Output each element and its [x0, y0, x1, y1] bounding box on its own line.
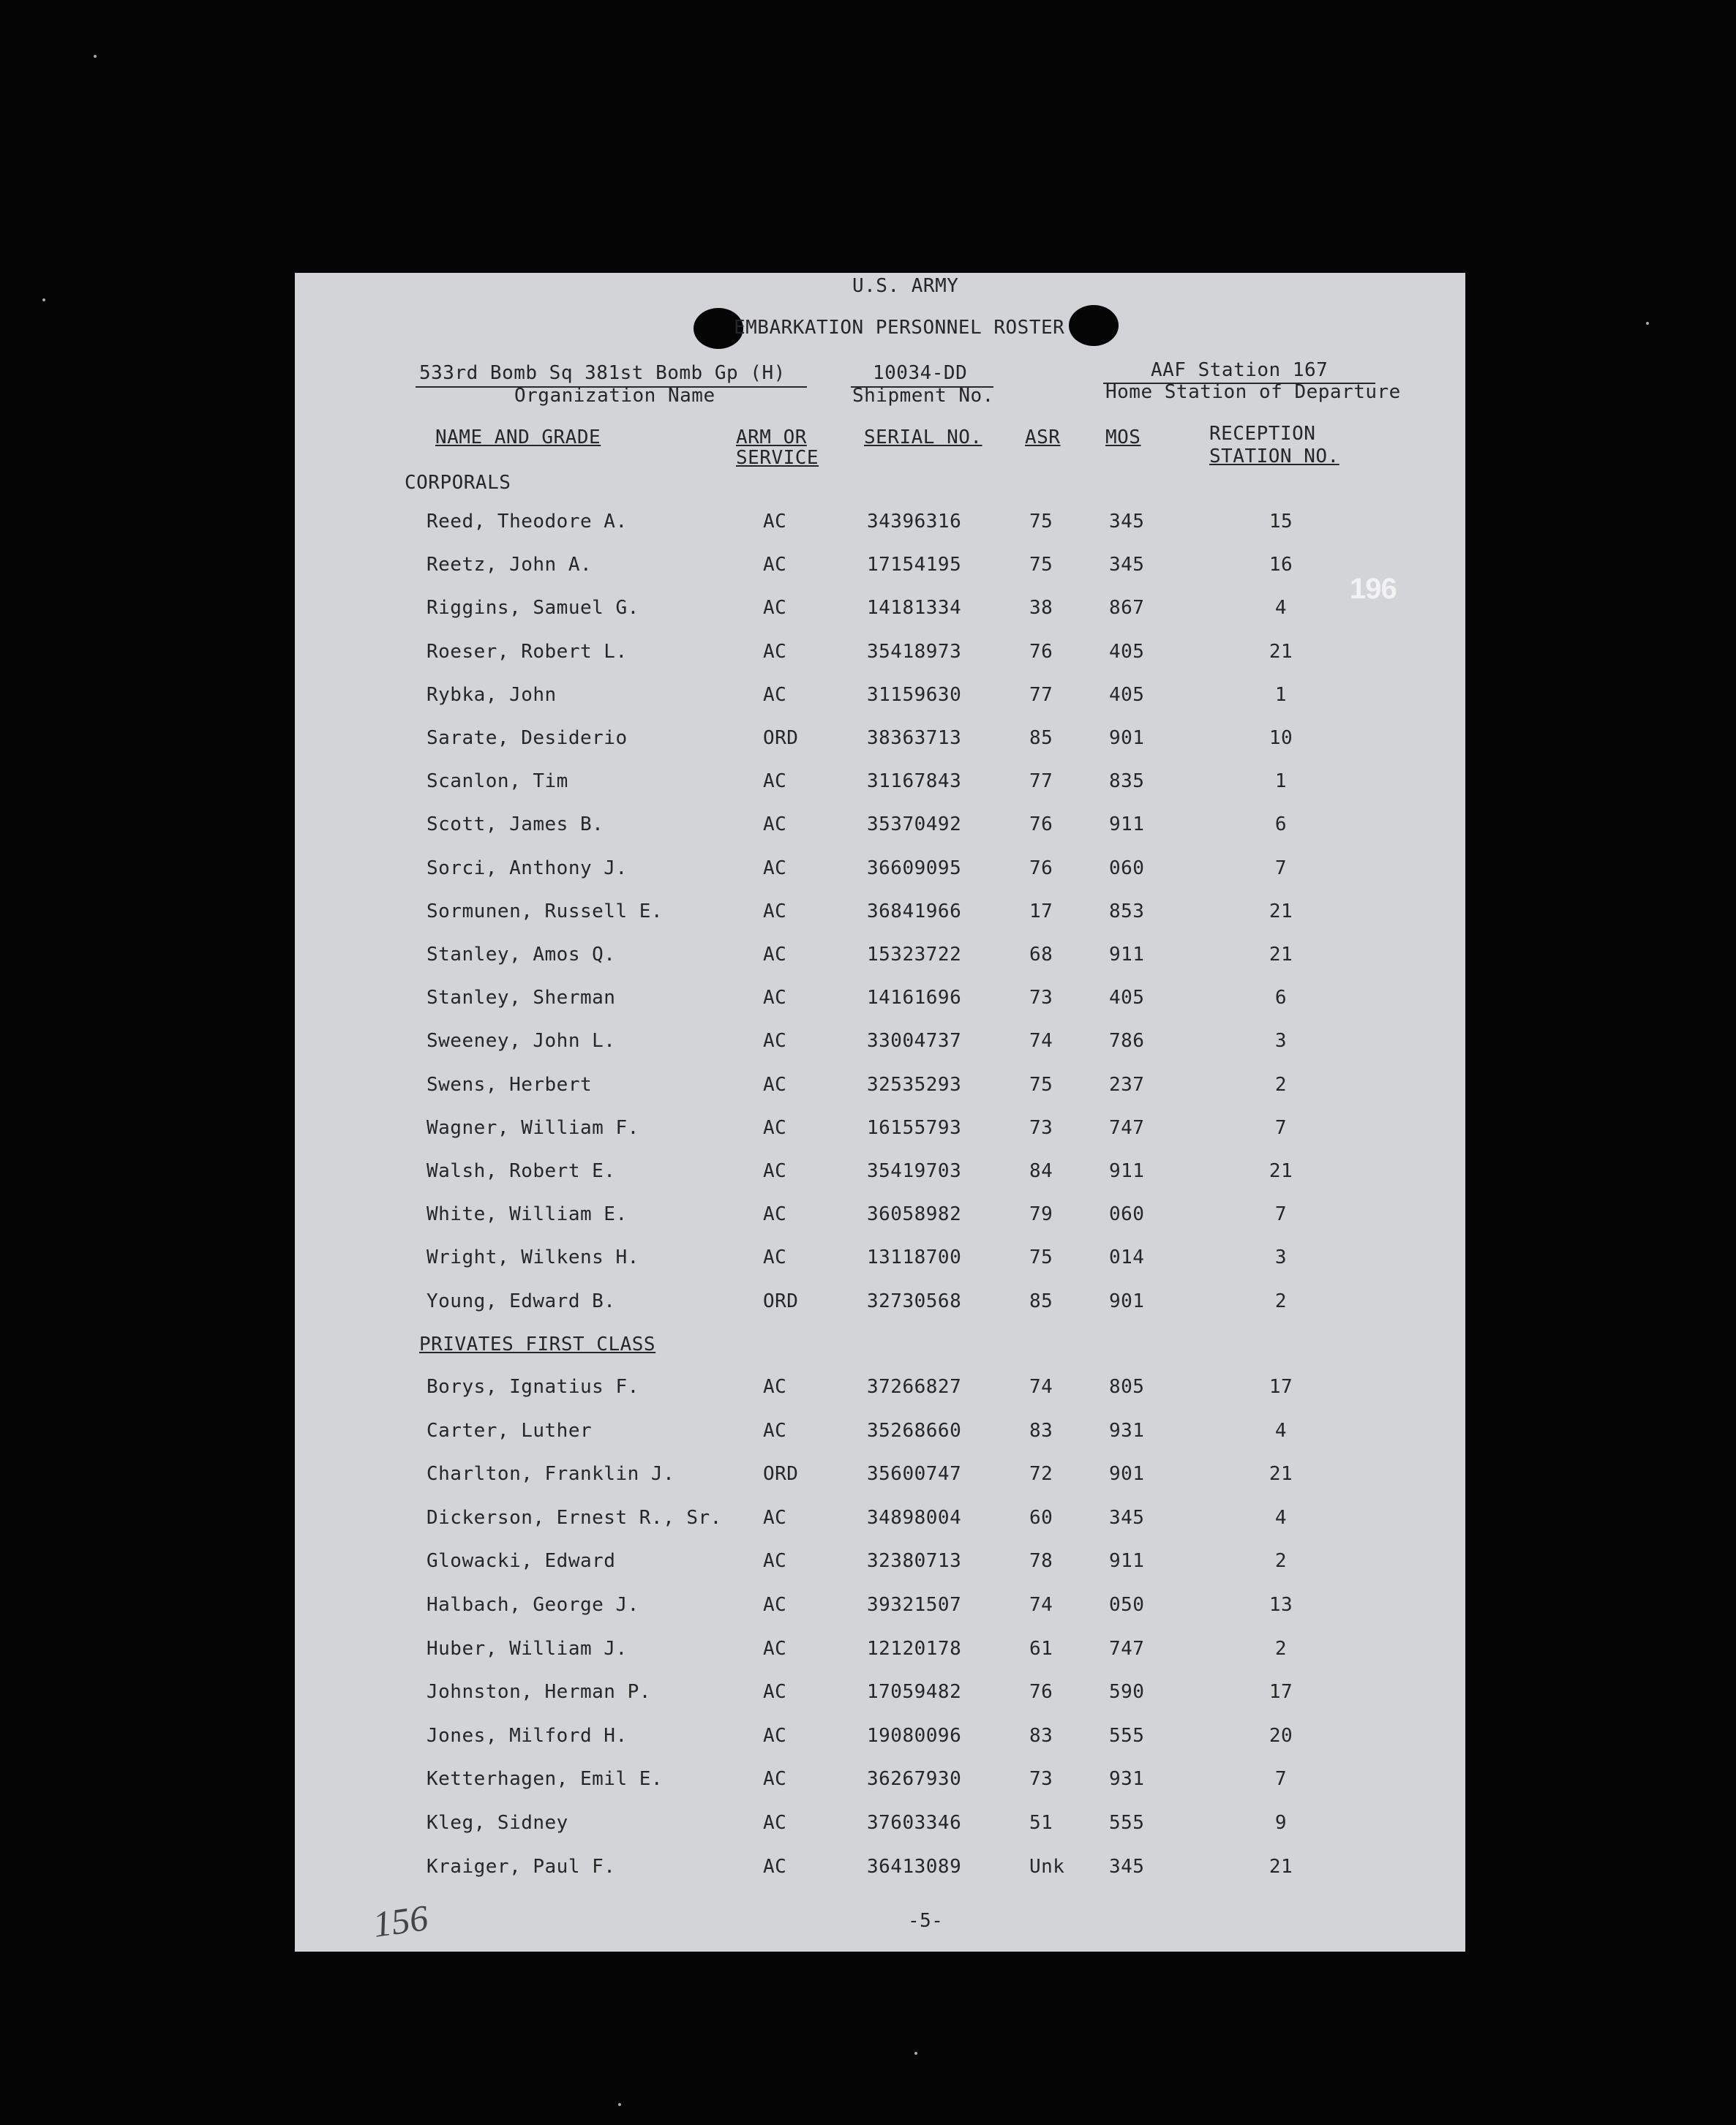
roster-row [295, 727, 1465, 756]
column-header-service: SERVICE [736, 447, 819, 469]
roster-row [295, 641, 1465, 670]
reception-station: 15 [1269, 511, 1293, 533]
serial-number: 32380713 [867, 1550, 962, 1573]
arm-or-service: AC [763, 1637, 787, 1660]
reception-station: 21 [1269, 1463, 1293, 1486]
reception-station: 7 [1274, 1203, 1288, 1226]
mos-code: 405 [1109, 640, 1145, 663]
asr-score: 75 [1029, 1073, 1053, 1096]
person-name: Wagner, William F. [427, 1116, 639, 1139]
roster-row [295, 1376, 1465, 1405]
mos-code: 345 [1109, 554, 1145, 576]
roster-row [295, 1290, 1465, 1320]
serial-number: 34396316 [867, 511, 962, 533]
person-name: Scanlon, Tim [427, 770, 568, 793]
asr-score: 73 [1029, 1768, 1053, 1791]
serial-number: 37603346 [867, 1812, 962, 1834]
arm-or-service: AC [763, 511, 787, 533]
serial-number: 37266827 [867, 1376, 962, 1398]
person-name: Sormunen, Russell E. [427, 900, 664, 922]
person-name: Borys, Ignatius F. [427, 1376, 639, 1398]
column-header-asr: ASR [1025, 426, 1061, 448]
serial-number: 35370492 [867, 813, 962, 836]
person-name: Jones, Milford H. [427, 1724, 628, 1747]
station-caption: Home Station of Departure [1105, 381, 1401, 403]
asr-score: 78 [1029, 1550, 1053, 1573]
film-speck [42, 298, 45, 301]
person-name: Kleg, Sidney [427, 1812, 568, 1834]
roster-row [295, 684, 1465, 713]
person-name: Sweeney, John L. [427, 1030, 616, 1053]
mos-code: 931 [1109, 1419, 1145, 1442]
mos-code: 911 [1109, 813, 1145, 836]
mos-code: 901 [1109, 727, 1145, 749]
serial-number: 35268660 [867, 1419, 962, 1442]
person-name: Charlton, Franklin J. [427, 1463, 675, 1486]
handwritten-number: 156 [370, 1897, 431, 1945]
asr-score: 72 [1029, 1463, 1053, 1486]
serial-number: 32730568 [867, 1290, 962, 1312]
person-name: Dickerson, Ernest R., Sr. [427, 1506, 722, 1529]
arm-or-service: AC [763, 1419, 787, 1442]
roster-row [295, 511, 1465, 540]
asr-score: 74 [1029, 1030, 1053, 1053]
reception-station: 1 [1274, 770, 1288, 793]
mos-code: 060 [1109, 1203, 1145, 1226]
reception-station: 13 [1269, 1594, 1293, 1616]
roster-row [295, 813, 1465, 843]
arm-or-service: AC [763, 857, 787, 879]
mos-code: 405 [1109, 683, 1145, 706]
serial-number: 36841966 [867, 900, 962, 922]
mos-code: 060 [1109, 857, 1145, 879]
roster-row [295, 1812, 1465, 1841]
organization-name: 533rd Bomb Sq 381st Bomb Gp (H) [419, 362, 786, 384]
roster-sheet [295, 273, 1465, 1952]
organization-caption: Organization Name [514, 385, 715, 407]
arm-or-service: AC [763, 1812, 787, 1834]
roster-row [295, 1550, 1465, 1579]
arm-or-service: AC [763, 554, 787, 576]
mos-code: 867 [1109, 597, 1145, 620]
reception-station: 6 [1274, 987, 1288, 1009]
person-name: Stanley, Sherman [427, 987, 616, 1009]
roster-row [295, 1160, 1465, 1189]
serial-number: 34898004 [867, 1506, 962, 1529]
serial-number: 31167843 [867, 770, 962, 793]
reception-station: 4 [1274, 597, 1288, 620]
serial-number: 17059482 [867, 1681, 962, 1704]
asr-score: 61 [1029, 1637, 1053, 1660]
mos-code: 805 [1109, 1376, 1145, 1398]
reception-station: 10 [1269, 727, 1293, 749]
person-name: Sorci, Anthony J. [427, 857, 628, 879]
column-header-name: NAME AND GRADE [435, 426, 601, 448]
person-name: Reed, Theodore A. [427, 511, 628, 533]
person-name: Stanley, Amos Q. [427, 944, 616, 966]
roster-row [295, 1117, 1465, 1146]
asr-score: 79 [1029, 1203, 1053, 1226]
asr-score: 75 [1029, 1246, 1053, 1269]
serial-number: 35419703 [867, 1160, 962, 1182]
reception-station: 21 [1269, 640, 1293, 663]
person-name: Glowacki, Edward [427, 1550, 616, 1573]
serial-number: 33004737 [867, 1030, 962, 1053]
arm-or-service: AC [763, 1550, 787, 1573]
asr-score: 74 [1029, 1594, 1053, 1616]
mos-code: 931 [1109, 1768, 1145, 1791]
column-header-mos: MOS [1105, 426, 1141, 448]
asr-score: 85 [1029, 1290, 1053, 1312]
arm-or-service: AC [763, 1724, 787, 1747]
reception-station: 4 [1274, 1419, 1288, 1442]
asr-score: 68 [1029, 944, 1053, 966]
arm-or-service: AC [763, 900, 787, 922]
film-speck [1646, 322, 1649, 325]
serial-number: 12120178 [867, 1637, 962, 1660]
person-name: Johnston, Herman P. [427, 1681, 651, 1704]
arm-or-service: AC [763, 1855, 787, 1878]
reception-station: 1 [1274, 683, 1288, 706]
arm-or-service: AC [763, 1203, 787, 1226]
roster-row [295, 857, 1465, 887]
station-name: AAF Station 167 [1151, 359, 1329, 381]
arm-or-service: AC [763, 1073, 787, 1096]
mos-code: 237 [1109, 1073, 1145, 1096]
arm-or-service: AC [763, 1160, 787, 1182]
asr-score: 38 [1029, 597, 1053, 620]
film-speck [618, 2103, 621, 2106]
arm-or-service: AC [763, 1376, 787, 1398]
mos-code: 786 [1109, 1030, 1145, 1053]
asr-score: 85 [1029, 727, 1053, 749]
serial-number: 15323722 [867, 944, 962, 966]
serial-number: 19080096 [867, 1724, 962, 1747]
punch-hole-right [1069, 305, 1119, 346]
film-speck [914, 2052, 917, 2055]
roster-row [295, 1594, 1465, 1623]
person-name: Wright, Wilkens H. [427, 1246, 639, 1269]
stamped-sheet-number: 196 [1350, 573, 1397, 605]
arm-or-service: AC [763, 944, 787, 966]
arm-or-service: AC [763, 1030, 787, 1053]
serial-number: 16155793 [867, 1116, 962, 1139]
roster-row [295, 1203, 1465, 1233]
asr-score: 74 [1029, 1376, 1053, 1398]
asr-score: 76 [1029, 1681, 1053, 1704]
arm-or-service: AC [763, 597, 787, 620]
reception-station: 21 [1269, 1160, 1293, 1182]
reception-station: 7 [1274, 857, 1288, 879]
reception-station: 2 [1274, 1550, 1288, 1573]
roster-row [295, 1681, 1465, 1710]
page-number: -5- [908, 1910, 944, 1932]
asr-score: 77 [1029, 683, 1053, 706]
roster-row [295, 1856, 1465, 1885]
arm-or-service: AC [763, 640, 787, 663]
arm-or-service: AC [763, 1768, 787, 1791]
serial-number: 32535293 [867, 1073, 962, 1096]
reception-station: 21 [1269, 1855, 1293, 1878]
asr-score: 73 [1029, 1116, 1053, 1139]
arm-or-service: AC [763, 1681, 787, 1704]
asr-score: 77 [1029, 770, 1053, 793]
asr-score: 76 [1029, 640, 1053, 663]
mos-code: 050 [1109, 1594, 1145, 1616]
roster-row [295, 900, 1465, 930]
serial-number: 36413089 [867, 1855, 962, 1878]
reception-station: 7 [1274, 1116, 1288, 1139]
asr-score: 76 [1029, 857, 1053, 879]
asr-score: 83 [1029, 1419, 1053, 1442]
arm-or-service: AC [763, 987, 787, 1009]
roster-row [295, 1507, 1465, 1536]
serial-number: 31159630 [867, 683, 962, 706]
reception-station: 17 [1269, 1681, 1293, 1704]
asr-score: 75 [1029, 511, 1053, 533]
section-heading: CORPORALS [405, 472, 511, 494]
person-name: Scott, James B. [427, 813, 604, 836]
arm-or-service: AC [763, 813, 787, 836]
serial-number: 36267930 [867, 1768, 962, 1791]
serial-number: 38363713 [867, 727, 962, 749]
asr-score: 60 [1029, 1506, 1053, 1529]
mos-code: 901 [1109, 1463, 1145, 1486]
serial-number: 17154195 [867, 554, 962, 576]
shipment-caption: Shipment No. [852, 385, 994, 407]
arm-or-service: AC [763, 1594, 787, 1616]
serial-number: 36609095 [867, 857, 962, 879]
reception-station: 3 [1274, 1030, 1288, 1053]
asr-score: 75 [1029, 554, 1053, 576]
asr-score: 73 [1029, 987, 1053, 1009]
asr-score: Unk [1029, 1855, 1065, 1878]
serial-number: 35418973 [867, 640, 962, 663]
mos-code: 853 [1109, 900, 1145, 922]
mos-code: 405 [1109, 987, 1145, 1009]
mos-code: 014 [1109, 1246, 1145, 1269]
mos-code: 747 [1109, 1116, 1145, 1139]
reception-station: 20 [1269, 1724, 1293, 1747]
arm-or-service: ORD [763, 1463, 799, 1486]
reception-station: 3 [1274, 1246, 1288, 1269]
reception-station: 4 [1274, 1506, 1288, 1529]
mos-code: 747 [1109, 1637, 1145, 1660]
person-name: Rybka, John [427, 683, 557, 706]
serial-number: 35600747 [867, 1463, 962, 1486]
roster-row [295, 554, 1465, 583]
mos-code: 345 [1109, 1855, 1145, 1878]
mos-code: 555 [1109, 1812, 1145, 1834]
mos-code: 911 [1109, 944, 1145, 966]
roster-row [295, 1074, 1465, 1103]
column-header-reception: RECEPTION [1209, 423, 1316, 445]
column-header-station: STATION NO. [1209, 445, 1339, 467]
asr-score: 17 [1029, 900, 1053, 922]
mos-code: 590 [1109, 1681, 1145, 1704]
arm-or-service: AC [763, 1246, 787, 1269]
serial-number: 13118700 [867, 1246, 962, 1269]
mos-code: 911 [1109, 1550, 1145, 1573]
reception-station: 2 [1274, 1637, 1288, 1660]
section-heading: PRIVATES FIRST CLASS [419, 1334, 656, 1355]
reception-station: 9 [1274, 1812, 1288, 1834]
serial-number: 14161696 [867, 987, 962, 1009]
roster-row [295, 597, 1465, 626]
serial-number: 14181334 [867, 597, 962, 620]
reception-station: 2 [1274, 1073, 1288, 1096]
person-name: Young, Edward B. [427, 1290, 616, 1312]
asr-score: 83 [1029, 1724, 1053, 1747]
reception-station: 2 [1274, 1290, 1288, 1312]
film-speck [94, 55, 97, 58]
person-name: Halbach, George J. [427, 1594, 639, 1616]
person-name: Walsh, Robert E. [427, 1160, 616, 1182]
roster-title: EMBARKATION PERSONNEL ROSTER [734, 317, 1065, 339]
asr-score: 84 [1029, 1160, 1053, 1182]
roster-row [295, 1246, 1465, 1276]
arm-or-service: ORD [763, 1290, 799, 1312]
serial-number: 39321507 [867, 1594, 962, 1616]
reception-station: 17 [1269, 1376, 1293, 1398]
arm-or-service: AC [763, 1116, 787, 1139]
asr-score: 76 [1029, 813, 1053, 836]
person-name: Carter, Luther [427, 1419, 593, 1442]
person-name: White, William E. [427, 1203, 628, 1226]
roster-row [295, 987, 1465, 1016]
reception-station: 7 [1274, 1768, 1288, 1791]
person-name: Swens, Herbert [427, 1073, 593, 1096]
reception-station: 6 [1274, 813, 1288, 836]
arm-or-service: AC [763, 1506, 787, 1529]
mos-code: 911 [1109, 1160, 1145, 1182]
mos-code: 555 [1109, 1724, 1145, 1747]
person-name: Huber, William J. [427, 1637, 628, 1660]
roster-row [295, 1420, 1465, 1449]
person-name: Reetz, John A. [427, 554, 593, 576]
person-name: Riggins, Samuel G. [427, 597, 639, 620]
mos-code: 835 [1109, 770, 1145, 793]
mos-code: 345 [1109, 1506, 1145, 1529]
reception-station: 21 [1269, 900, 1293, 922]
mos-code: 345 [1109, 511, 1145, 533]
roster-row [295, 1638, 1465, 1667]
reception-station: 21 [1269, 944, 1293, 966]
agency-label: U.S. ARMY [852, 275, 959, 297]
arm-or-service: AC [763, 683, 787, 706]
roster-row [295, 1030, 1465, 1059]
asr-score: 51 [1029, 1812, 1053, 1834]
arm-or-service: AC [763, 770, 787, 793]
roster-row [295, 944, 1465, 973]
roster-row [295, 1768, 1465, 1797]
person-name: Sarate, Desiderio [427, 727, 628, 749]
person-name: Ketterhagen, Emil E. [427, 1768, 664, 1791]
person-name: Kraiger, Paul F. [427, 1855, 616, 1878]
reception-station: 16 [1269, 554, 1293, 576]
person-name: Roeser, Robert L. [427, 640, 628, 663]
roster-row [295, 1725, 1465, 1754]
roster-row [295, 770, 1465, 800]
shipment-number: 10034-DD [873, 362, 968, 384]
mos-code: 901 [1109, 1290, 1145, 1312]
column-header-serial: SERIAL NO. [864, 426, 982, 448]
column-header-arm: ARM OR [736, 426, 807, 448]
serial-number: 36058982 [867, 1203, 962, 1226]
arm-or-service: ORD [763, 727, 799, 749]
roster-row [295, 1463, 1465, 1492]
